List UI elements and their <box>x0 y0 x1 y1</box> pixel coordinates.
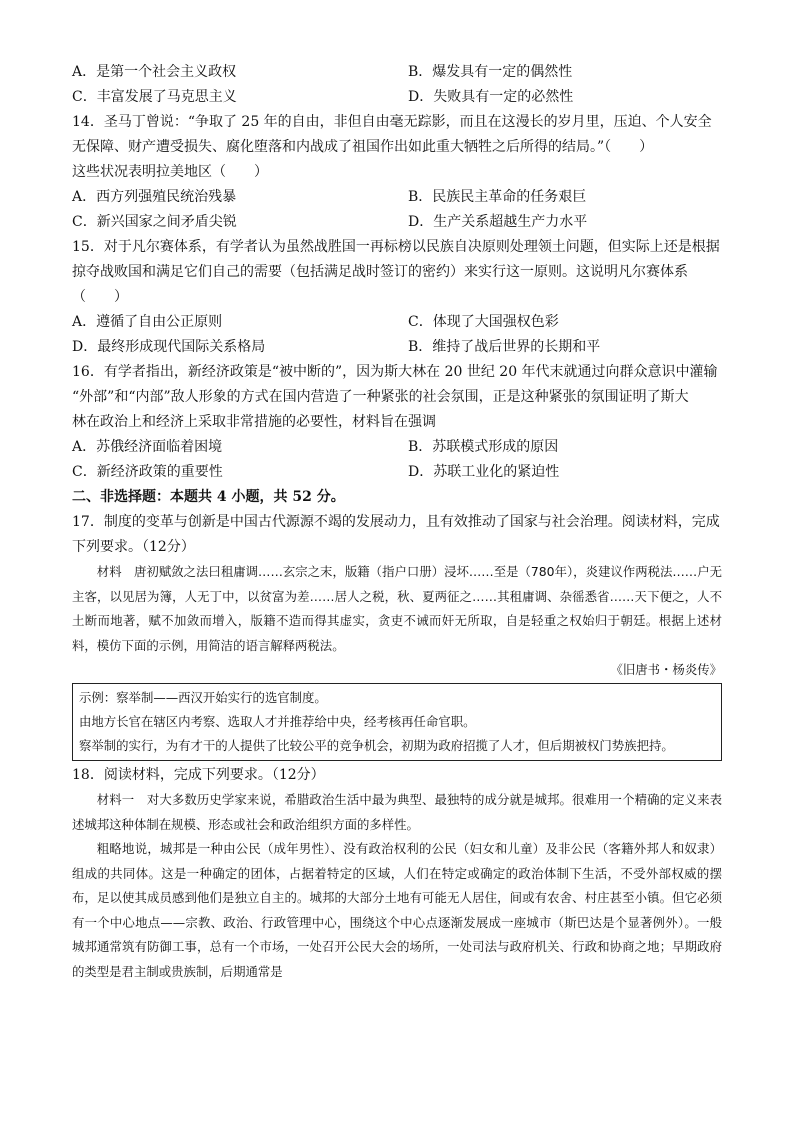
q16-options-row-1 <box>72 435 722 460</box>
q17-stem-line-1: 17．制度的变革与创新是中国古代源源不竭的发展动力，且有效推动了国家与社会治理。阅读材料，完成 <box>72 514 720 530</box>
q14-option-b[interactable]: B．民族民主革命的任务艰巨 <box>408 189 587 205</box>
q18-material-1: 材料一 对大多数历史学家来说，希腊政治生活中最为典型、最独特的成分就是城邦。很难用一个精确的定义来表述城邦这种体制在规模、形态或社会和政治组织方面的多样性。 <box>72 792 722 832</box>
section-2-heading: 二、非选择题：本题共 4 小题，共 52 分。 <box>72 489 345 505</box>
q16-option-a[interactable]: A．苏俄经济面临着困境 <box>72 439 223 455</box>
q16-option-c[interactable]: C．新经济政策的重要性 <box>72 464 223 480</box>
q14-stem-line-3: 这些状况表明拉美地区（ ） <box>72 164 268 180</box>
q14-option-a[interactable]: A．西方列强殖民统治残暴 <box>72 189 237 205</box>
q17-example-line-3: 察举制的实行，为有才干的人提供了比较公平的竞争机会，初期为政府招揽了人才，但后期被权门势族把持。 <box>79 738 674 753</box>
q15-stem-line-3: （ ） <box>72 289 128 305</box>
q16-stem-line-1: 16．有学者指出，新经济政策是“被中断的”，因为斯大林在 20 世纪 20 年代末就通过向群众意识中灌输 <box>72 364 718 380</box>
q13-option-d[interactable]: D．失败具有一定的必然性 <box>408 89 574 105</box>
q16-options-row-2 <box>72 460 722 485</box>
q16-option-d[interactable]: D．苏联工业化的紧迫性 <box>408 464 560 480</box>
q14-option-c[interactable]: C．新兴国家之间矛盾尖锐 <box>72 214 237 230</box>
q16-option-b[interactable]: B．苏联模式形成的原因 <box>408 439 559 455</box>
q15-options-row-1 <box>72 310 722 335</box>
q16-stem-line-3: 林在政治上和经济上采取非常措施的必要性，材料旨在强调 <box>72 414 436 430</box>
q13-options-row-2 <box>72 85 722 110</box>
q15-stem-line-2: 掠夺战败国和满足它们自己的需要（包括满足战时签订的密约）来实行这一原则。这说明凡尔赛体系 <box>72 264 688 280</box>
q16-stem-line-2: “外部”和“内部”敌人形象的方式在国内营造了一种紧张的社会氛围，正是这种紧张的氛围证明了斯大 <box>72 389 689 405</box>
q14-stem-line-1: 14．圣马丁曾说：“争取了 25 年的自由，非但自由毫无踪影，而且在这漫长的岁月里，压迫、个人安全 <box>72 114 712 130</box>
q17-example-box <box>72 683 722 761</box>
q13-option-b[interactable]: B．爆发具有一定的偶然性 <box>408 64 573 80</box>
q14-stem-line-2: 无保障、财产遭受损失、腐化堕落和内战成了祖国作出如此重大牺牲之后所得的结局。”（ ） <box>72 139 654 155</box>
q15-option-c[interactable]: C．体现了大国强权色彩 <box>408 314 559 330</box>
q15-options-row-2 <box>72 335 722 360</box>
q13-option-a[interactable]: A．是第一个社会主义政权 <box>72 64 237 80</box>
q15-option-a[interactable]: A．遵循了自由公正原则 <box>72 314 223 330</box>
q14-option-d[interactable]: D．生产关系超越生产力水平 <box>408 214 588 230</box>
q18-stem-line-1: 18．阅读材料，完成下列要求。（12分） <box>72 767 325 783</box>
q13-option-c[interactable]: C．丰富发展了马克思主义 <box>72 89 237 105</box>
q15-option-b[interactable]: B．维持了战后世界的长期和平 <box>408 339 601 355</box>
q17-material: 材料 唐初赋敛之法曰租庸调……玄宗之末，版籍（指户口册）浸坏……至是（780年），炎建议作两税法……户无主客，以见居为簿，人无丁中，以贫富为差……居人之税，秋、夏两征之……其租庸调、杂徭悉省……天下便之，人不土断而地著，赋不加敛而增入，版籍不造而得其虚实，贪吏不诫而奸无所取，自是轻重之权始归于朝廷。根据上述材料，模仿下面的示例，用简洁的语言解释两税法。 <box>72 564 722 653</box>
q14-options-row-1 <box>72 185 722 210</box>
exam-page <box>72 60 722 984</box>
q17-example-line-1: 示例：察举制——西汉开始实行的选官制度。 <box>79 690 327 705</box>
q14-options-row-2 <box>72 210 722 235</box>
q13-options-row-1 <box>72 60 722 85</box>
q17-example-line-2: 由地方长官在辖区内考察、选取人才并推荐给中央，经考核再任命官职。 <box>79 714 476 729</box>
q15-option-d[interactable]: D．最终形成现代国际关系格局 <box>72 339 266 355</box>
q17-source: 《旧唐书・杨炎传》 <box>610 662 722 677</box>
q17-stem-line-2: 下列要求。（12分） <box>72 539 195 555</box>
q18-material-1-paragraph-2: 粗略地说，城邦是一种由公民（成年男性）、没有政治权利的公民（妇女和儿童）及非公民（客籍外邦人和奴隶）组成的共同体。这是一种确定的团体，占据着特定的区域，人们在特定或确定的政治体制下生活，不受外部权威的摆布，足以使其成员感到他们是独立自主的。城邦的大部分土地有可能无人居住，间或有农舍、村庄甚至小镇。但它必须有一个中心地点——宗教、政治、行政管理中心，围绕这个中心点逐渐发展成一座城市（斯巴达是个显著例外）。一般城邦通常筑有防御工事，总有一个市场，一处召开公民大会的场所，一处司法与政府机关、行政和协商之地；早期政府的类型是君主制或贵族制，后期通常是 <box>72 841 722 979</box>
q15-stem-line-1: 15．对于凡尔赛体系，有学者认为虽然战胜国一再标榜以民族自决原则处理领土问题，但实际上还是根据 <box>72 239 720 255</box>
